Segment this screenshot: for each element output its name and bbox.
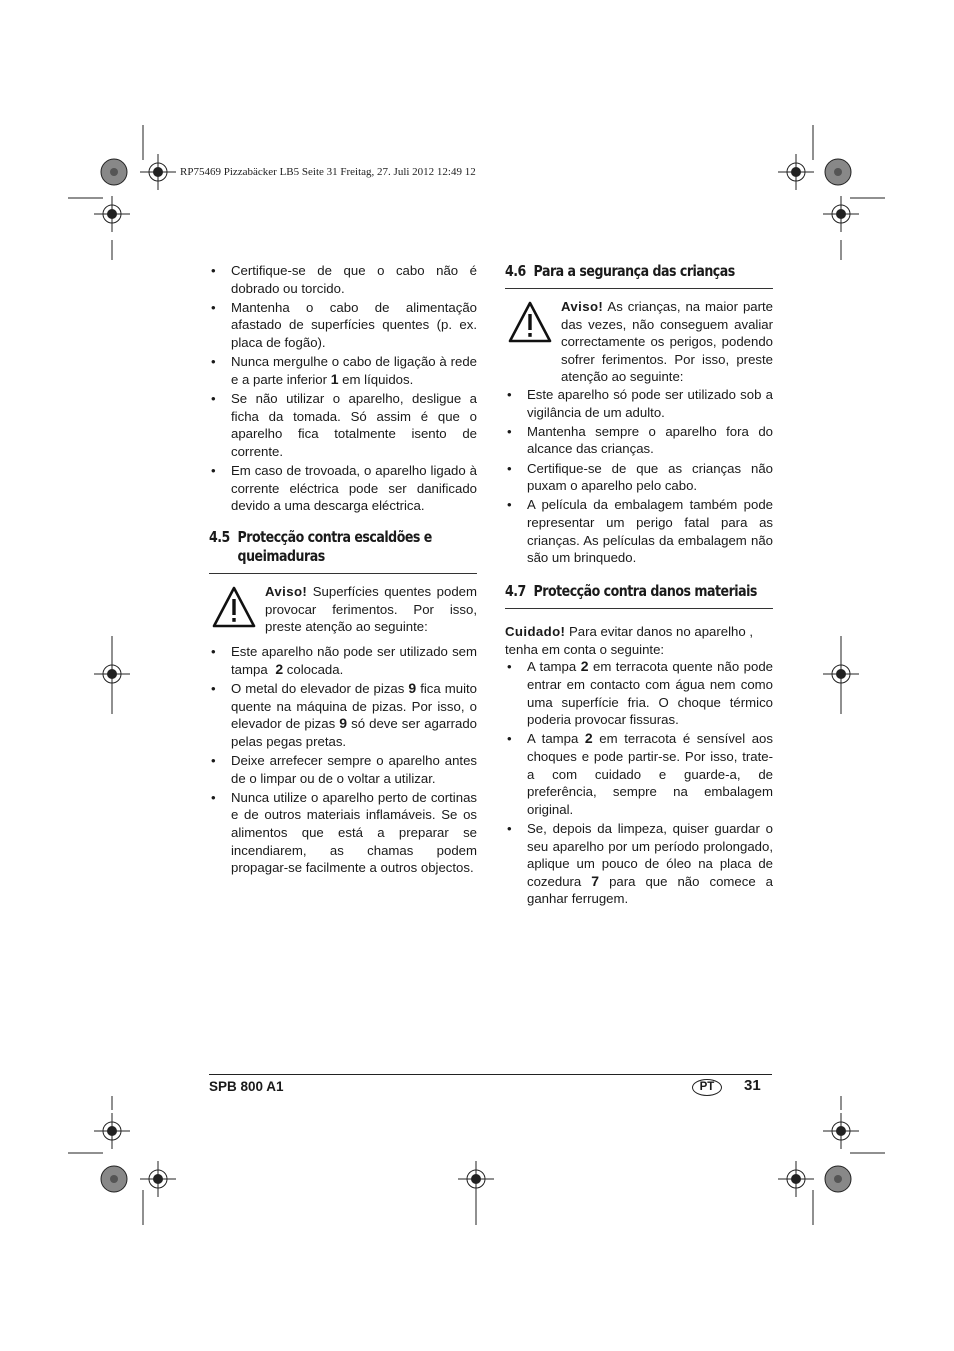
- list-item: • Mantenha sempre o aparelho fora do alcance das crianças.: [505, 423, 773, 458]
- section-heading-4-6: [505, 262, 773, 289]
- caution-text: Para evitar danos no aparelho , tenha em conta o seguinte:: [505, 624, 754, 657]
- part-number: 9: [408, 680, 417, 697]
- cable-safety-list: [209, 262, 477, 515]
- list-item: • A tampa 2 em terracota é sensível aos choques e pode partir-se. Por isso, trate-a com cuidado e guarde-a, de preferência, sempre na embalagem original.: [505, 730, 773, 818]
- part-number: 2: [275, 660, 284, 677]
- list-item: • Nunca utilize o aparelho perto de cortinas e de outros materiais inflamáveis. Se os alimentos que está a preparar se incendiarem, as chamas podem propagar-se facilmente a outros objectos.: [209, 789, 477, 877]
- warning-triangle-icon: [507, 300, 553, 344]
- section-number: 4.7: [505, 582, 526, 601]
- caution-label: Cuidado!: [505, 624, 566, 640]
- warning-block: [209, 583, 477, 643]
- language-badge: PT: [692, 1079, 722, 1096]
- list-item: • Este aparelho só pode ser utilizado sob a vigilância de um adulto.: [505, 386, 773, 421]
- part-number: 2: [584, 730, 593, 747]
- list-item: • Certifique-se de que as crianças não puxam o aparelho pelo cabo.: [505, 460, 773, 495]
- warning-text: As crianças, na maior parte das vezes, não conseguem avaliar correctamente os perigos, podendo sofrer ferimentos. Por isso, preste atenção ao seguinte:: [561, 299, 773, 385]
- print-job-header: RP75469 Pizzabäcker LB5 Seite 31 Freitag, 27. Juli 2012 12:49 12: [180, 166, 476, 178]
- page-number: 31: [744, 1077, 761, 1094]
- section-title: Para a segurança das crianças: [533, 262, 735, 280]
- child-safety-list: [505, 386, 773, 567]
- section-title: Protecção contra escaldões e: [237, 528, 432, 547]
- list-item: • Em caso de trovoada, o aparelho ligado à corrente eléctrica pode ser danificado devido a uma descarga eléctrica.: [209, 462, 477, 515]
- right-column: [505, 262, 773, 910]
- part-number: 1: [330, 370, 339, 387]
- list-item: • Nunca mergulhe o cabo de ligação à rede e a parte inferior 1 em líquidos.: [209, 353, 477, 388]
- list-item: • A tampa 2 em terracota quente não pode entrar em contacto com água nem como uma superfície fria. O choque térmico poderia provocar fissuras.: [505, 658, 773, 728]
- burn-safety-list: [209, 643, 477, 877]
- list-item: • O metal do elevador de pizas 9 fica muito quente na máquina de pizas. Por isso, o elevador de pizas 9 só deve ser agarrado pelas pegas pretas.: [209, 680, 477, 750]
- section-number: 4.6: [505, 262, 526, 280]
- caution-paragraph: [505, 623, 773, 658]
- list-item: • Se, depois da limpeza, quiser guardar o seu aparelho por um período prolongado, aplique um pouco de óleo na placa de cozedura 7 para que não comece a ganhar ferrugem.: [505, 820, 773, 908]
- warning-text: Superfícies quentes podem provocar ferimentos. Por isso, preste atenção ao seguinte:: [265, 584, 477, 635]
- warning-triangle-icon: [211, 585, 257, 629]
- material-damage-list: [505, 658, 773, 908]
- list-item: • Este aparelho não pode ser utilizado sem tampa 2 colocada.: [209, 643, 477, 678]
- list-item: • A película da embalagem também pode representar um perigo fatal para as crianças. As películas da embalagem não são um brinquedo.: [505, 496, 773, 566]
- warning-label: Aviso!: [561, 299, 604, 314]
- section-heading-4-7: [505, 582, 773, 609]
- section-number: 4.5: [209, 528, 230, 547]
- left-column: [209, 262, 477, 878]
- warning-label: Aviso!: [265, 584, 308, 600]
- list-item: • Se não utilizar o aparelho, desligue a ficha da tomada. Só assim é que o aparelho fica totalmente isento de corrente.: [209, 390, 477, 460]
- footer-rule: [209, 1074, 772, 1075]
- footer-model-number: SPB 800 A1: [209, 1079, 284, 1094]
- list-item: • Mantenha o cabo de alimentação afastado de superfícies quentes (p. ex. placa de fogão).: [209, 299, 477, 352]
- warning-block: [505, 298, 773, 386]
- list-item: • Certifique-se de que o cabo não é dobrado ou torcido.: [209, 262, 477, 297]
- section-title: Protecção contra danos materiais: [533, 582, 757, 601]
- part-number: 2: [580, 658, 589, 675]
- section-heading-4-5: [209, 528, 477, 574]
- list-item: • Deixe arrefecer sempre o aparelho antes de o limpar ou de o voltar a utilizar.: [209, 752, 477, 787]
- part-number: 7: [591, 872, 600, 889]
- section-title-continued: queimaduras: [237, 547, 325, 566]
- part-number: 9: [339, 715, 348, 732]
